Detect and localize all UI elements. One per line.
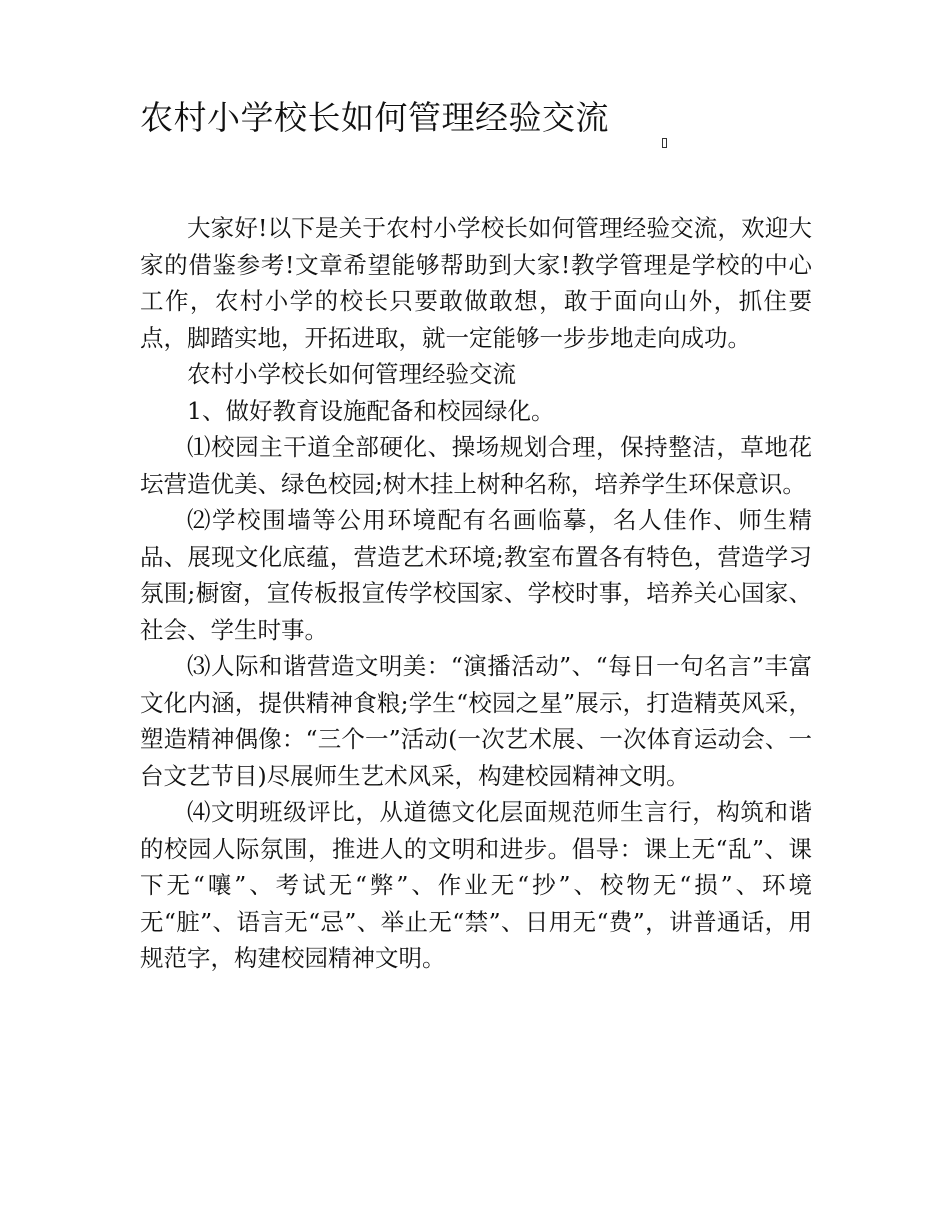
paragraph-intro: 大家好!以下是关于农村小学校长如何管理经验交流，欢迎大家的借鉴参考!文章希望能够帮助到大家!教学管理是学校的中心工作，农村小学的校长只要敢做敢想，敢于面向山外，抓住要点，脚踏实地，开拓进取，就一定能够一步步地走向成功。 xyxy=(140,214,812,352)
paragraph-heading: 农村小学校长如何管理经验交流 xyxy=(187,360,516,388)
paragraph-item-3: ⑶人际和谐营造文明美：“演播活动”、“每日一句名言”丰富文化内涵，提供精神食粮;学生“校园之星”展示，打造精英风采，塑造精神偶像：“三个一”活动(一次艺术展、一次体育运动会、一台文艺节目)尽展师生艺术风采，构建校园精神文明。 xyxy=(140,652,812,790)
paragraph-item-4: ⑷文明班级评比，从道德文化层面规范师生言行，构筑和谐的校园人际氛围，推进人的文明和进步。倡导：课上无“乱”、课下无“嚷”、考试无“弊”、作业无“抄”、校物无“损”、环境无“脏”、语言无“忌”、举止无“禁”、日用无“费”，讲普通话，用规范字，构建校园精神文明。 xyxy=(140,798,812,972)
paragraph-section-1: 1、做好教育设施配备和校园绿化。 xyxy=(187,396,555,425)
paragraph-item-2: ⑵学校围墙等公用环境配有名画临摹，名人佳作、师生精品、展现文化底蕴，营造艺术环境;教室布置各有特色，营造学习氛围;橱窗，宣传板报宣传学校国家、学校时事，培养关心国家、社会、学生时事。 xyxy=(140,506,812,644)
footnote-marker-icon xyxy=(662,138,667,148)
paragraph-item-1: ⑴校园主干道全部硬化、操场规划合理，保持整洁，草地花坛营造优美、绿色校园;树木挂上树种名称，培养学生环保意识。 xyxy=(140,433,812,498)
document-body xyxy=(140,210,812,977)
document-title: 农村小学校长如何管理经验交流 xyxy=(140,98,609,137)
